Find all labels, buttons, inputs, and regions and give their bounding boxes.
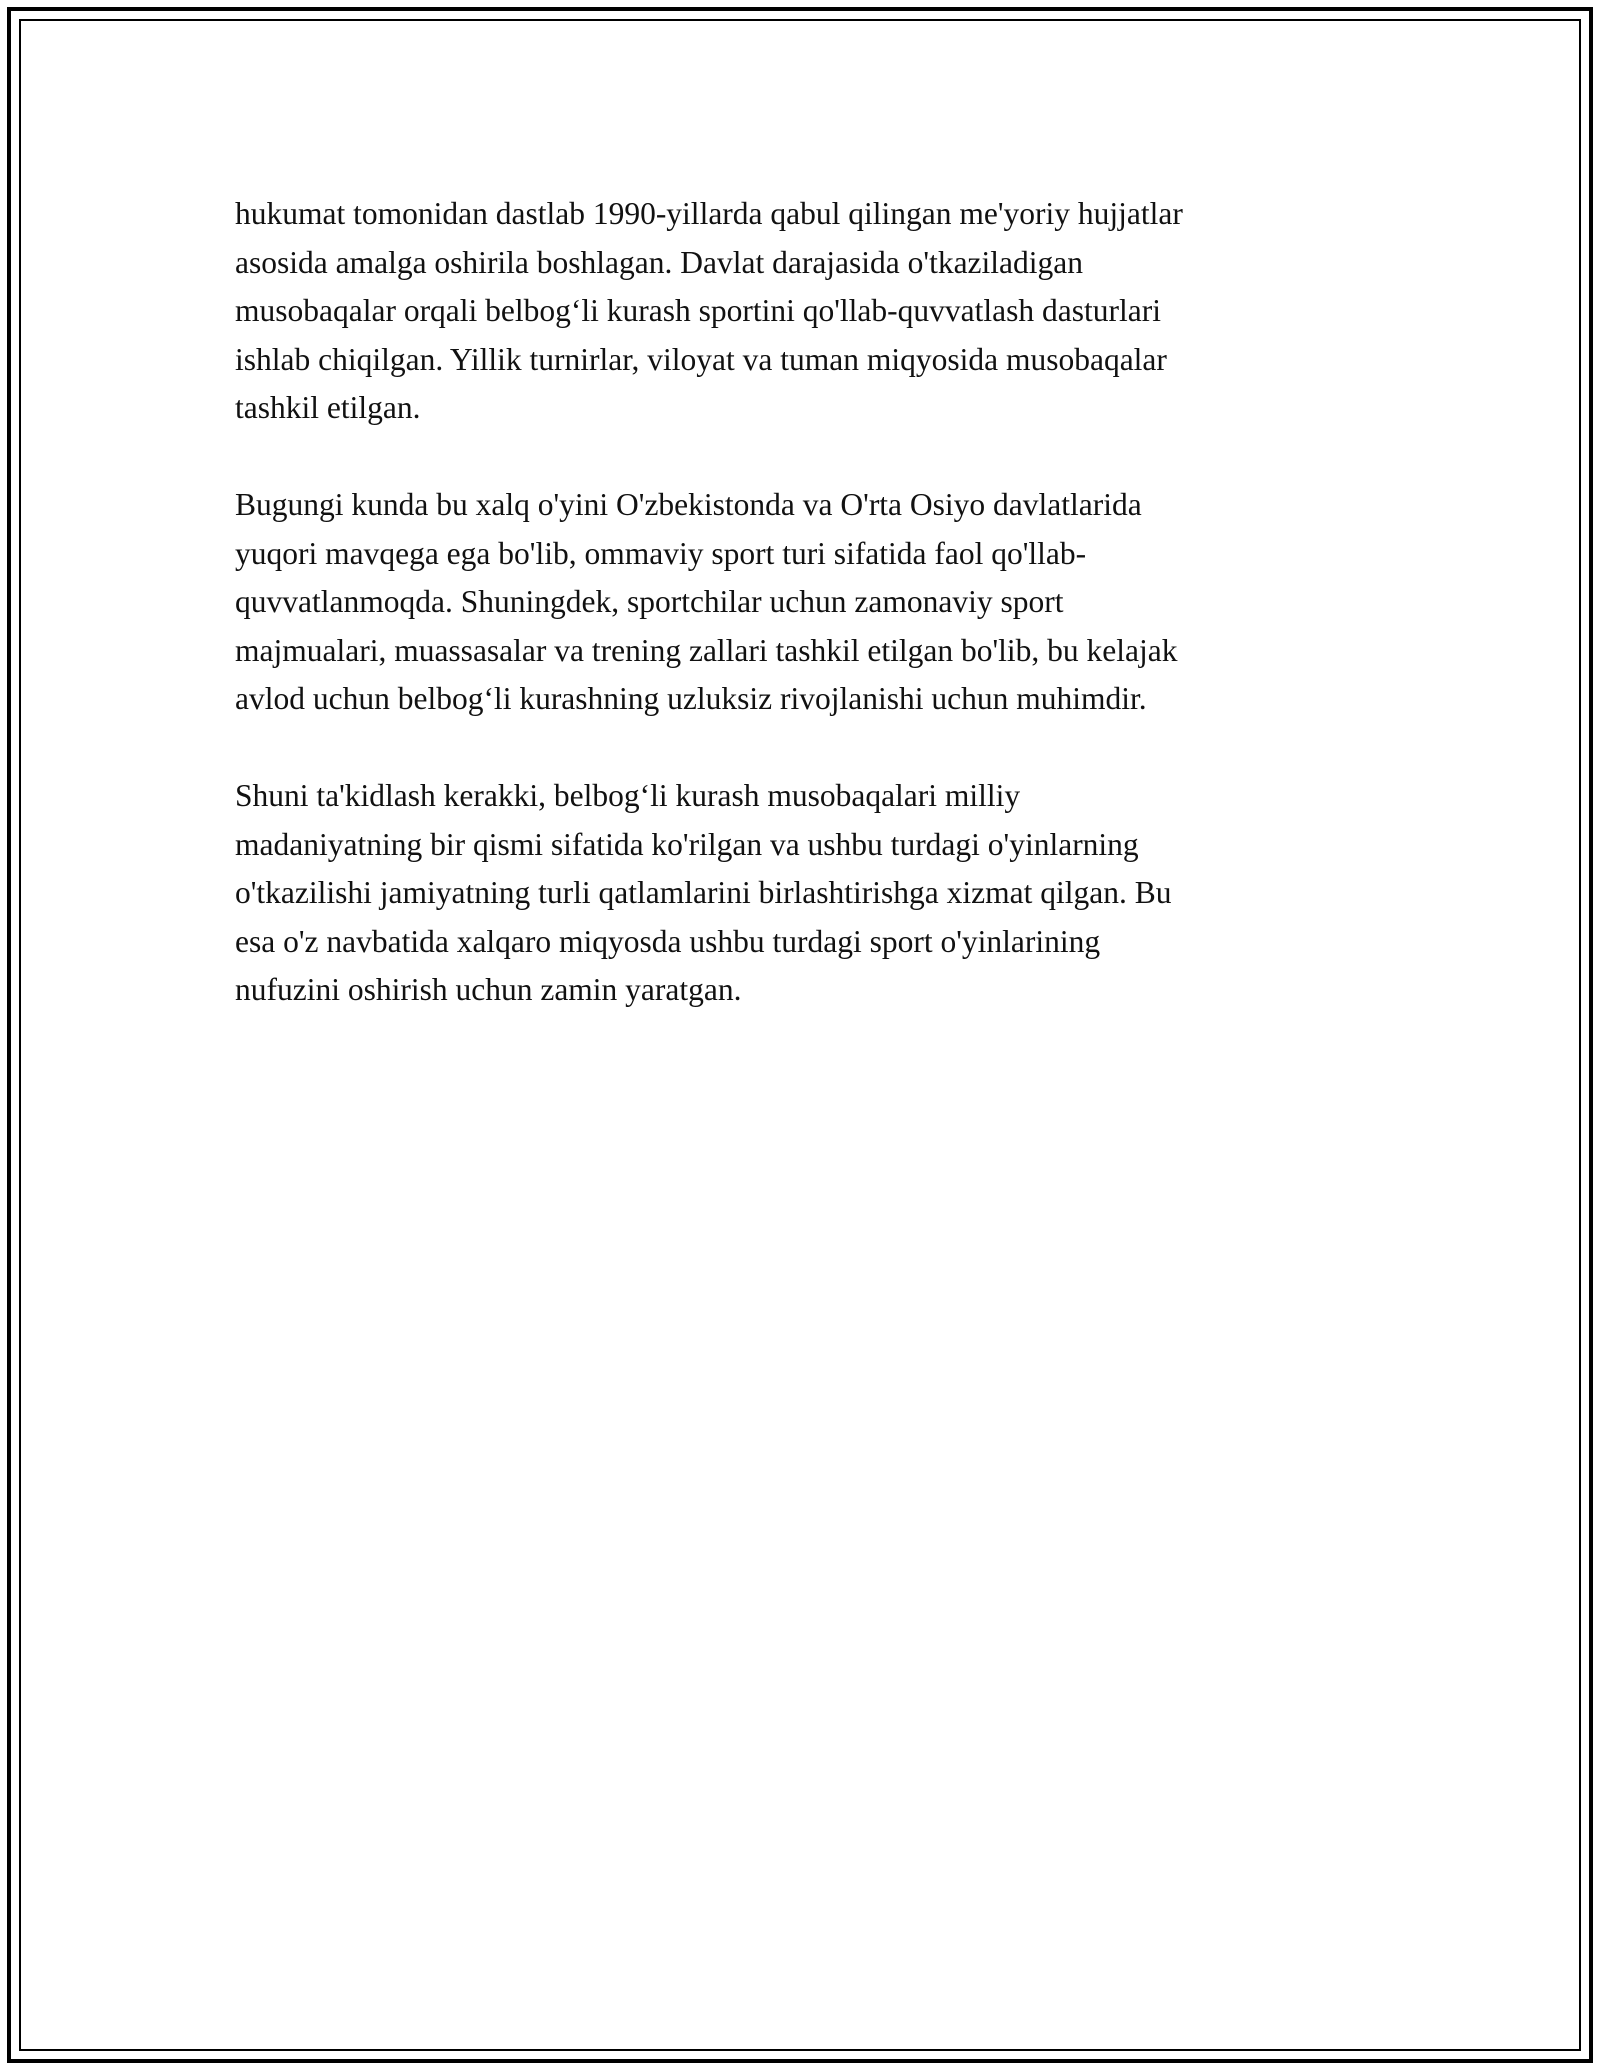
paragraph-1 (235, 190, 1365, 433)
paragraph-3-line-5: nufuzini oshirish uchun zamin yaratgan. (235, 972, 742, 1007)
paragraph-1-line-4: ishlab chiqilgan. Yillik turnirlar, viloyat va tuman miqyosida musobaqalar (235, 341, 1167, 377)
paragraph-3 (235, 772, 1365, 1015)
paragraph-3-line-1: Shuni ta'kidlash kerakki, belbog‘li kurash musobaqalari milliy (235, 778, 1021, 813)
paragraph-3-line-4: esa o'z navbatida xalqaro miqyosda ushbu turdagi sport o'yinlarining (235, 923, 1101, 959)
paragraph-2-line-1: Bugungi kunda bu xalq o'yini O'zbekistonda va O'rta Osiyo davlatlarida (235, 487, 1142, 522)
paragraph-1-line-1: hukumat tomonidan dastlab 1990-yillarda qabul qilingan me'yoriy hujjatlar (235, 196, 1183, 231)
paragraph-2-line-4: majmualari, muassasalar va trening zallari tashkil etilgan bo'lib, bu kelajak (235, 632, 1178, 668)
paragraph-2-line-3: quvvatlanmoqda. Shuningdek, sportchilar uchun zamonaviy sport (235, 584, 1064, 619)
paragraph-2 (235, 481, 1365, 724)
paragraph-2-line-2: yuqori mavqega ega bo'lib, ommaviy sport turi sifatida faol qo'llab- (235, 535, 1087, 571)
paragraph-1-line-5: tashkil etilgan. (235, 390, 421, 425)
paragraph-1-line-3: musobaqalar orqali belbog‘li kurash sportini qo'llab-quvvatlash dasturlari (235, 293, 1161, 328)
paragraph-2-line-5: avlod uchun belbog‘li kurashning uzluksiz rivojlanishi uchun muhimdir. (235, 681, 1147, 716)
paragraph-1-line-2: asosida amalga oshirila boshlagan. Davlat darajasida o'tkaziladigan (235, 244, 1084, 280)
paragraph-3-line-3: o'tkazilishi jamiyatning turli qatlamlarini birlashtirishga xizmat qilgan. Bu (235, 875, 1172, 910)
document-body (235, 190, 1365, 1063)
paragraph-3-line-2: madaniyatning bir qismi sifatida ko'rilgan va ushbu turdagi o'yinlarning (235, 826, 1139, 862)
